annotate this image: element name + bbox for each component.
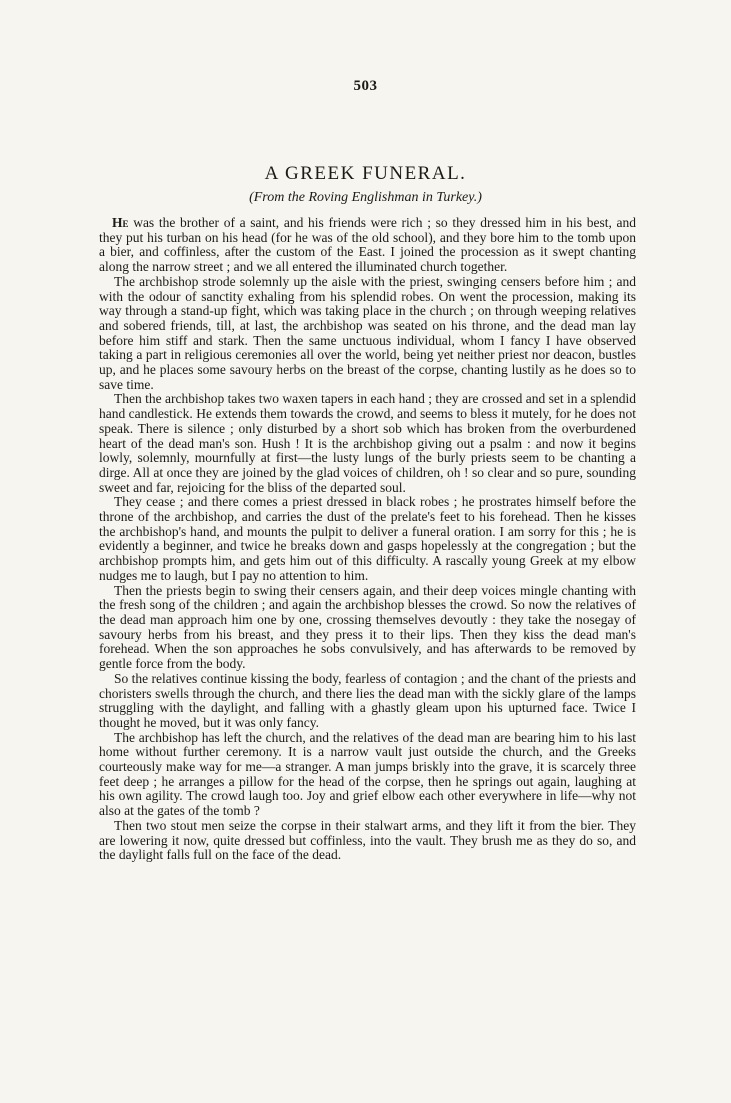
paragraph-text: was the brother of a saint, and his friends were rich ; so they dressed him in his best, and they put his turban on his head (for he was of the old school), and they bore him to the tomb upon a bier, and coffinless, after the custom of the East. I joined the procession as it swept chanting along the narrow street ; and we all entered the illuminated church together. bbox=[99, 215, 636, 275]
paragraph: The archbishop strode solemnly up the aisle with the priest, swinging censers before him ; and with the odour of sanctity exhaling from his splendid robes. On went the procession, making its way through a stand-up fight, which was taking place in the church ; on through weeping relatives and sobered friends, till, at last, the archbishop was seated on his throne, and the dead man lay before him stiff and stark. Then the same unctuous individual, whom I fancy I have observed taking a part in religious ceremonies all over the world, being yet neither priest nor deacon, bustles up, and he places some savoury herbs on the breast of the corpse, chanting lustily as he does so to save time. bbox=[99, 273, 636, 392]
paragraph: Then the priests begin to swing their censers again, and their deep voices mingle chanting with the fresh song of the children ; and again the archbishop blesses the crowd. So now the relatives of the dead man approach him one by one, crossing themselves devoutly : they take the nosegay of savoury herbs from his breast, and they press it to their lips. Then they kiss the dead man's forehead. When the son approaches he sobs convulsively, and has afterwards to be removed by gentle force from the body. bbox=[99, 582, 636, 672]
paragraph: They cease ; and there comes a priest dressed in black robes ; he prostrates himself before the throne of the archbishop, and carries the dust of the prelate's feet to his forehead. Then he kisses the archbishop's hand, and mounts the pulpit to deliver a funeral oration. I am sorry for this ; he is evidently a beginner, and twice he breaks down and gasps hopelessly at the congregation ; but the archbishop prompts him, and gets him out of this difficulty. A rascally young Greek at my elbow nudges me to laugh, but I pay no attention to him. bbox=[99, 494, 636, 583]
paragraph: The archbishop has left the church, and the relatives of the dead man are bearing him to his last home without further ceremony. It is a narrow vault just outside the church, and the Greeks courteously make way for me—a stranger. A man jumps briskly into the grave, it is scarcely three feet deep ; he arranges a pillow for the head of the corpse, then he springs out again, laughing at his own agility. The crowd laugh too. Joy and grief elbow each other everywhere in life—why not also at the gates of the tomb ? bbox=[99, 729, 636, 819]
opening-word: He bbox=[112, 215, 129, 230]
article-title: A GREEK FUNERAL. bbox=[264, 163, 467, 184]
article-subtitle: (From the Roving Englishman in Turkey.) bbox=[249, 190, 482, 205]
paragraph: Then the archbishop takes two waxen tapers in each hand ; they are crossed and set in a splendid hand candlestick. He extends them towards the crowd, and seems to bless it mutely, for he does not speak. There is silence ; only disturbed by a short sob which has broken from the overburdened heart of the dead man's son. Hush ! It is the archbishop giving out a psalm : and now it begins lowly, solemnly, mournfully at first—the lusty lungs of the burly priests seem to be chanting a dirge. All at once they are joined by the glad voices of children, oh ! so clear and so pure, sounding sweet and far, rejoicing for the bliss of the departed soul. bbox=[99, 391, 636, 495]
paragraph: So the relatives continue kissing the body, fearless of contagion ; and the chant of the priests and choristers swells through the church, and there lies the dead man with the sickly glare of the lamps struggling with the daylight, and falling with a ghastly gleam upon his upturned face. Twice I thought he moved, but it was only fancy. bbox=[99, 670, 636, 730]
paragraph: Then two stout men seize the corpse in their stalwart arms, and they lift it from the bier. They are lowering it now, quite dressed but coffinless, into the vault. They brush me as they do so, and the daylight falls full on the face of the dead. bbox=[99, 817, 636, 863]
page-number: 503 bbox=[353, 78, 378, 94]
article-body bbox=[99, 216, 636, 863]
paragraph bbox=[99, 216, 636, 275]
